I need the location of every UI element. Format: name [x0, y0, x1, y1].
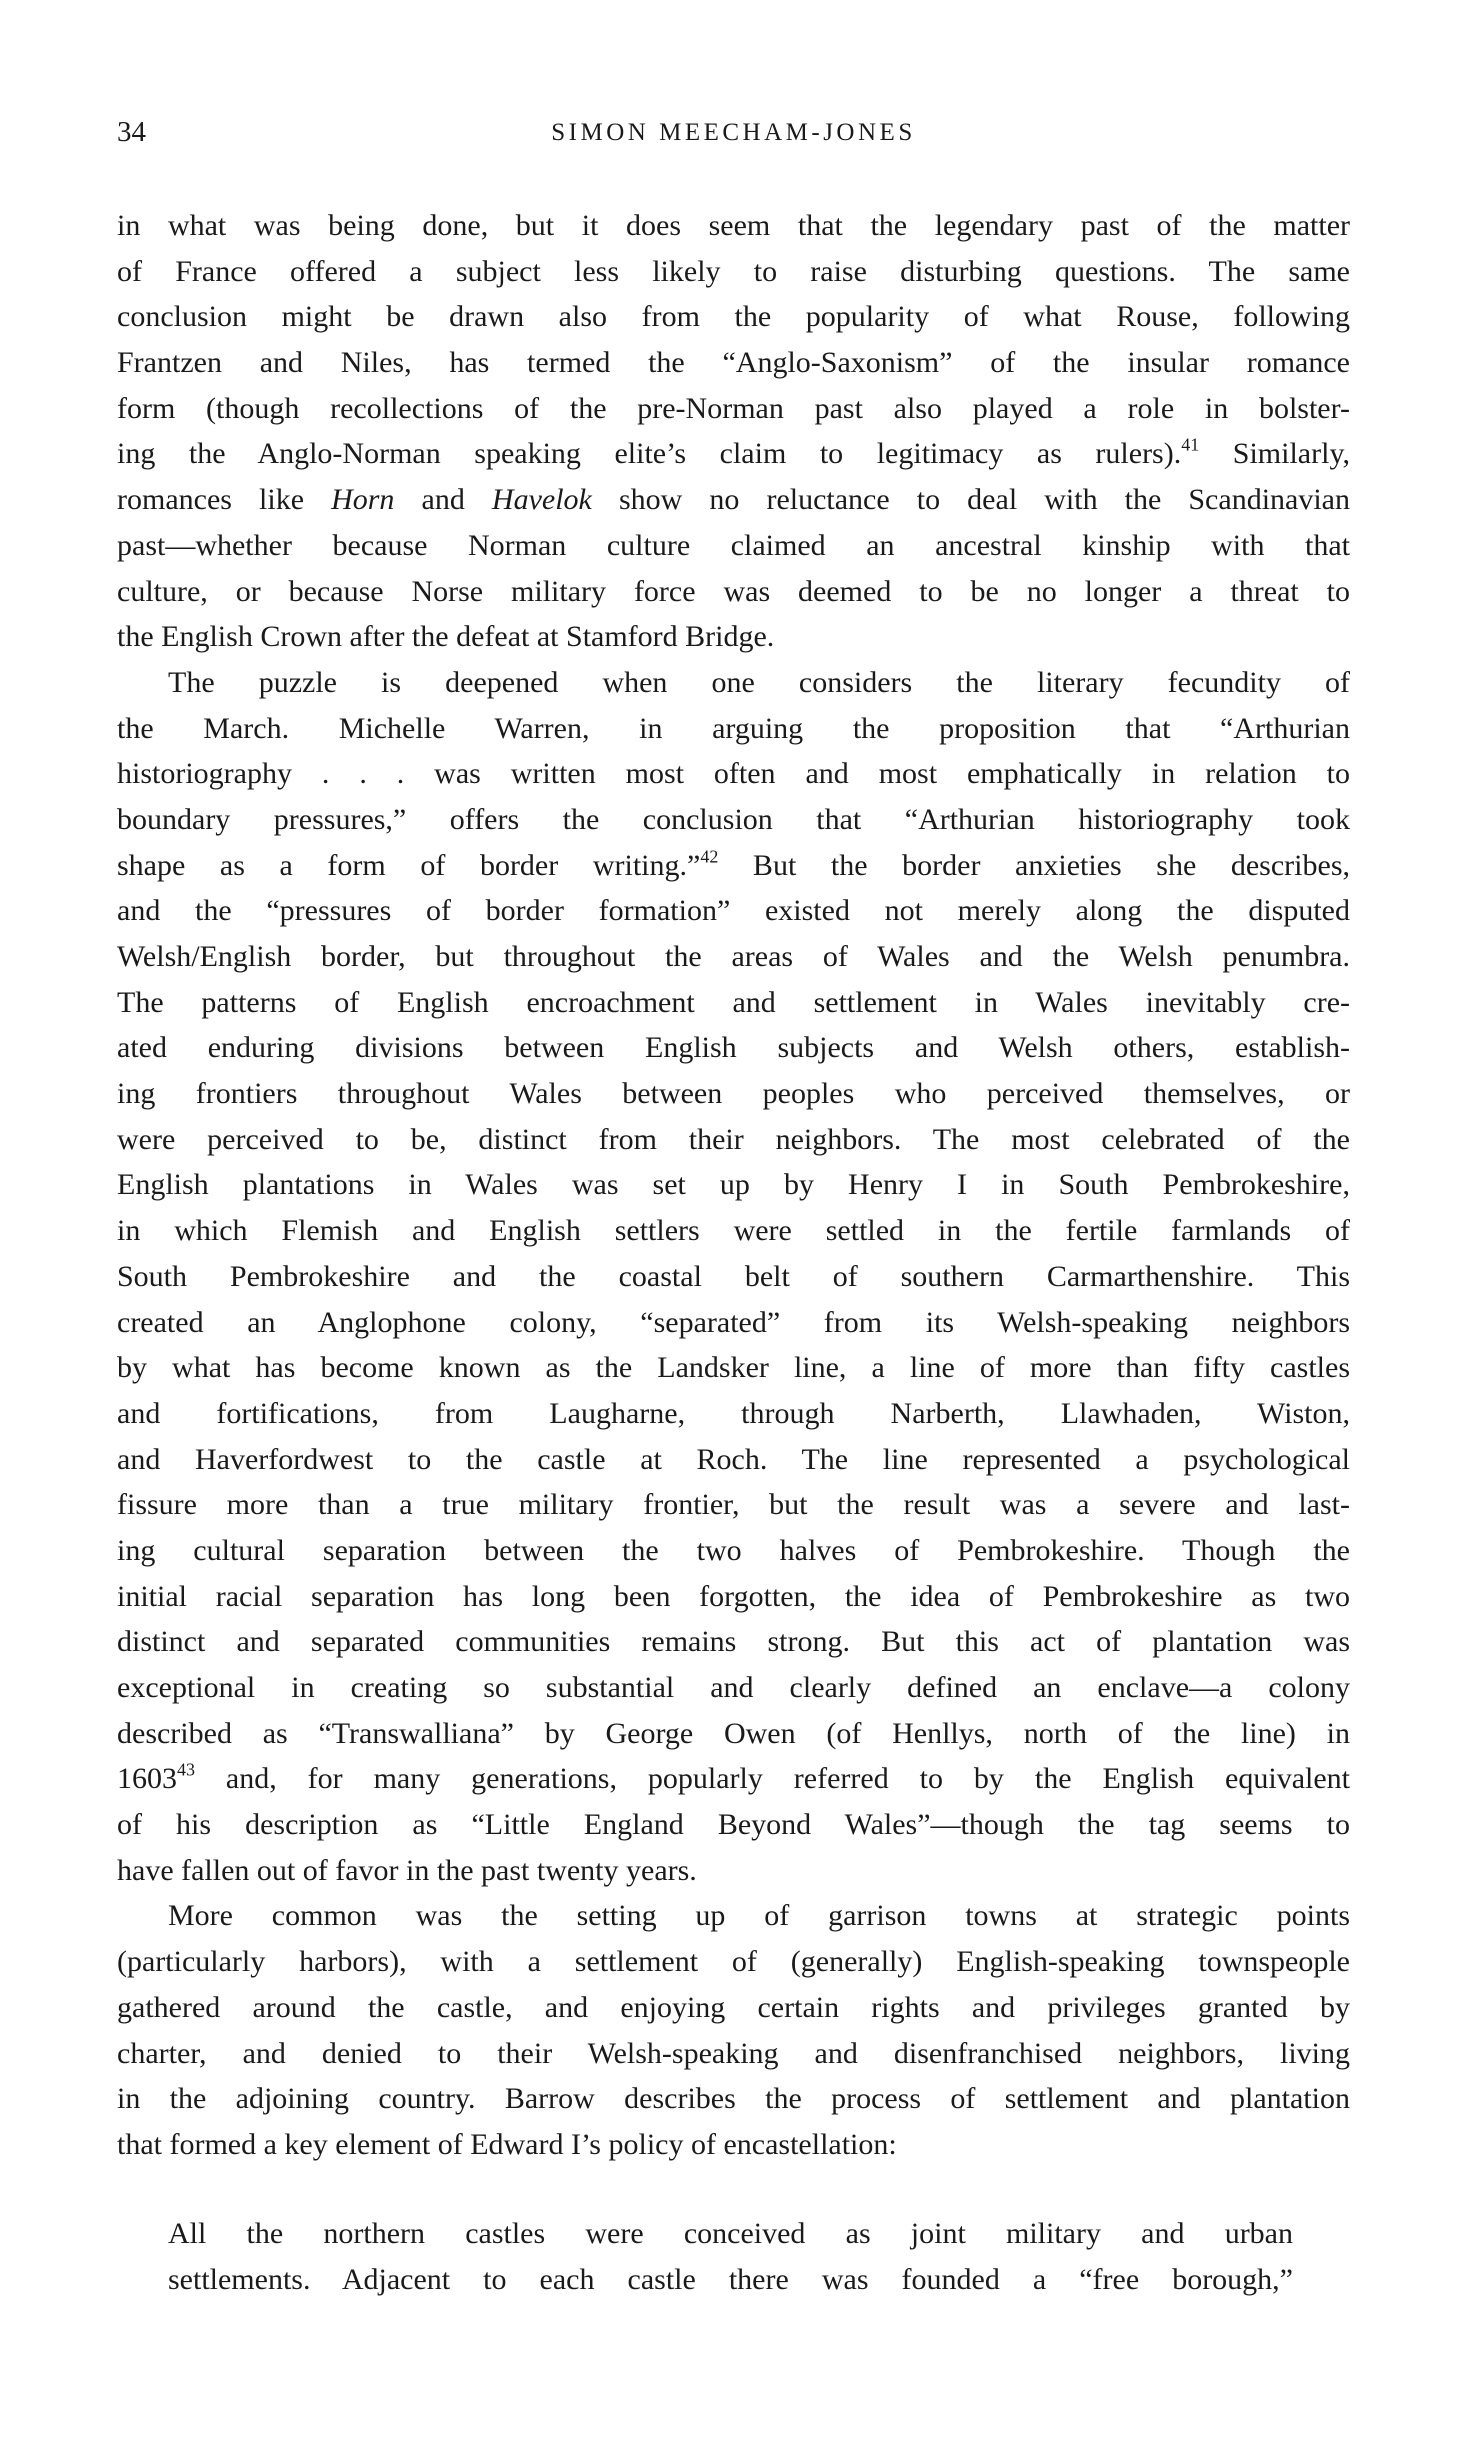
footnote-marker: 42: [700, 846, 719, 867]
text-segment: in what was being done, but it does seem that the legendary past of the matter: [117, 209, 1350, 242]
paragraph: [117, 203, 1350, 660]
text-segment: charter, and denied to their Welsh-speaking and disenfranchised neighbors, living: [117, 2036, 1350, 2070]
text-line: [117, 1162, 1350, 1208]
text-line: [117, 660, 1350, 706]
text-segment: conclusion might be drawn also from the popularity of what Rouse, following: [117, 300, 1350, 334]
text-segment: Similarly,: [1199, 437, 1350, 471]
text-segment: settlements. Adjacent to each castle there was founded a “free borough,”: [168, 2262, 1293, 2296]
text-line: [117, 294, 1350, 340]
text-line: [117, 1665, 1350, 1711]
italic-title: Horn: [331, 483, 395, 517]
text-segment: the March. Michelle Warren, in arguing the proposition that “Arthurian: [117, 711, 1350, 745]
text-segment: ing frontiers throughout Wales between peoples who perceived themselves, or: [117, 1077, 1350, 1111]
block-quote: [168, 2211, 1293, 2302]
text-segment: form (though recollections of the pre-Norman past also played a role in bolster-: [117, 391, 1350, 425]
text-line: [117, 934, 1350, 980]
text-line: [117, 2076, 1350, 2122]
text-segment: romances like: [117, 483, 332, 517]
text-segment: English plantations in Wales was set up by Henry I in South Pembrokeshire,: [117, 1168, 1350, 1202]
text-line: [117, 1208, 1350, 1254]
text-line: [117, 1117, 1350, 1163]
text-line: [117, 340, 1350, 386]
paragraph: [117, 1893, 1350, 2167]
text-segment: All the northern castles were conceived as joint military and urban: [168, 2217, 1293, 2250]
text-line: [117, 523, 1350, 569]
footnote-marker: 41: [1181, 434, 1200, 455]
text-segment: in which Flemish and English settlers were settled in the fertile farmlands of: [117, 1214, 1350, 1248]
text-segment: show no reluctance to deal with the Scandinavian: [591, 483, 1350, 517]
text-segment: created an Anglophone colony, “separated” from its Welsh-speaking neighbors: [117, 1305, 1350, 1339]
paragraph: [117, 660, 1350, 1894]
text-segment: More common was the setting up of garrison towns at strategic points: [168, 1899, 1350, 1933]
text-line: [117, 2122, 1350, 2168]
text-line: [117, 1574, 1350, 1620]
text-segment: culture, or because Norse military force was deemed to be no longer a threat to: [117, 574, 1350, 608]
text-line: [168, 2257, 1293, 2303]
text-line: [117, 1711, 1350, 1757]
running-title: SIMON MEECHAM-JONES: [551, 119, 916, 146]
text-segment: in the adjoining country. Barrow describes the process of settlement and plantation: [117, 2082, 1350, 2116]
text-line: [117, 1619, 1350, 1665]
text-line: [117, 431, 1350, 477]
text-line: [117, 1893, 1350, 1939]
text-line: [117, 569, 1350, 615]
text-line: [117, 386, 1350, 432]
text-segment: and Haverfordwest to the castle at Roch. The line represented a psychological: [117, 1442, 1350, 1476]
text-line: [117, 1345, 1350, 1391]
footnote-marker: 43: [177, 1759, 195, 1780]
text-line: [117, 1437, 1350, 1483]
text-line: [117, 1300, 1350, 1346]
text-segment: the English Crown after the defeat at Stamford Bridge.: [117, 620, 775, 654]
text-line: [117, 843, 1350, 889]
text-segment: But the border anxieties she describes,: [718, 848, 1350, 882]
text-line: [117, 1939, 1350, 1985]
text-line: [117, 1254, 1350, 1300]
text-segment: of France offered a subject less likely to raise disturbing questions. The same: [117, 254, 1350, 288]
text-segment: and, for many generations, popularly referred to by the English equivalent: [195, 1762, 1350, 1796]
text-segment: and fortifications, from Laugharne, through Narberth, Llawhaden, Wiston,: [117, 1396, 1350, 1430]
italic-title: Havelok: [491, 483, 592, 517]
text-segment: ing cultural separation between the two halves of Pembrokeshire. Though the: [117, 1533, 1350, 1567]
text-segment: historiography . . . was written most often and most emphatically in relation to: [117, 757, 1350, 791]
text-line: [117, 477, 1350, 523]
text-line: [117, 1391, 1350, 1437]
text-line: [117, 980, 1350, 1026]
text-segment: that formed a key element of Edward I’s policy of encastellation:: [117, 2127, 897, 2161]
text-segment: initial racial separation has long been forgotten, the idea of Pembrokeshire as two: [117, 1579, 1350, 1613]
text-segment: by what has become known as the Landsker line, a line of more than fifty castles: [117, 1351, 1350, 1385]
text-line: [117, 1025, 1350, 1071]
text-line: [117, 2031, 1350, 2077]
text-segment: gathered around the castle, and enjoying certain rights and privileges granted by: [117, 1990, 1350, 2024]
text-segment: South Pembrokeshire and the coastal belt of southern Carmarthenshire. This: [117, 1259, 1350, 1293]
text-line: [117, 1071, 1350, 1117]
running-head: [117, 116, 1350, 158]
text-segment: The puzzle is deepened when one considers the literary fecundity of: [168, 665, 1350, 699]
text-segment: 1603: [117, 1762, 177, 1796]
text-segment: The patterns of English encroachment and settlement in Wales inevitably cre-: [117, 985, 1350, 1019]
text-line: [117, 1802, 1350, 1848]
text-segment: exceptional in creating so substantial and clearly defined an enclave—a colony: [117, 1671, 1350, 1704]
text-line: [117, 888, 1350, 934]
text-segment: of his description as “Little England Beyond Wales”—though the tag seems to: [117, 1808, 1350, 1842]
text-segment: distinct and separated communities remains strong. But this act of plantation was: [117, 1625, 1350, 1659]
text-line: [117, 203, 1350, 249]
text-line: [117, 249, 1350, 295]
text-segment: ing the Anglo-Norman speaking elite’s claim to legitimacy as rulers).: [117, 437, 1182, 471]
text-line: [117, 614, 1350, 660]
text-line: [117, 797, 1350, 843]
text-segment: Frantzen and Niles, has termed the “Anglo-Saxonism” of the insular romance: [117, 346, 1350, 380]
text-line: [117, 1756, 1350, 1802]
text-segment: described as “Transwalliana” by George Owen (of Henllys, north of the line) in: [117, 1716, 1350, 1750]
body-text: [117, 203, 1350, 2168]
text-segment: (particularly harbors), with a settlement of (generally) English-speaking townspeople: [117, 1945, 1350, 1979]
text-line: [117, 1985, 1350, 2031]
text-segment: were perceived to be, distinct from their neighbors. The most celebrated of the: [117, 1122, 1350, 1156]
text-line: [168, 2211, 1293, 2257]
text-line: [117, 751, 1350, 797]
text-segment: past—whether because Norman culture claimed an ancestral kinship with that: [117, 528, 1350, 562]
text-line: [117, 706, 1350, 752]
text-segment: have fallen out of favor in the past twenty years.: [117, 1853, 697, 1887]
text-segment: boundary pressures,” offers the conclusion that “Arthurian historiography took: [117, 802, 1350, 836]
text-segment: and: [394, 483, 492, 517]
text-segment: Welsh/English border, but throughout the areas of Wales and the Welsh penumbra.: [117, 940, 1350, 973]
text-segment: shape as a form of border writing.”: [117, 848, 701, 882]
text-segment: ated enduring divisions between English subjects and Welsh others, establish-: [117, 1031, 1350, 1065]
text-segment: and the “pressures of border formation” existed not merely along the disputed: [117, 894, 1350, 928]
text-line: [117, 1528, 1350, 1574]
page-number: 34: [117, 116, 146, 148]
text-line: [117, 1848, 1350, 1894]
text-segment: fissure more than a true military frontier, but the result was a severe and last-: [117, 1488, 1350, 1522]
text-line: [117, 1482, 1350, 1528]
